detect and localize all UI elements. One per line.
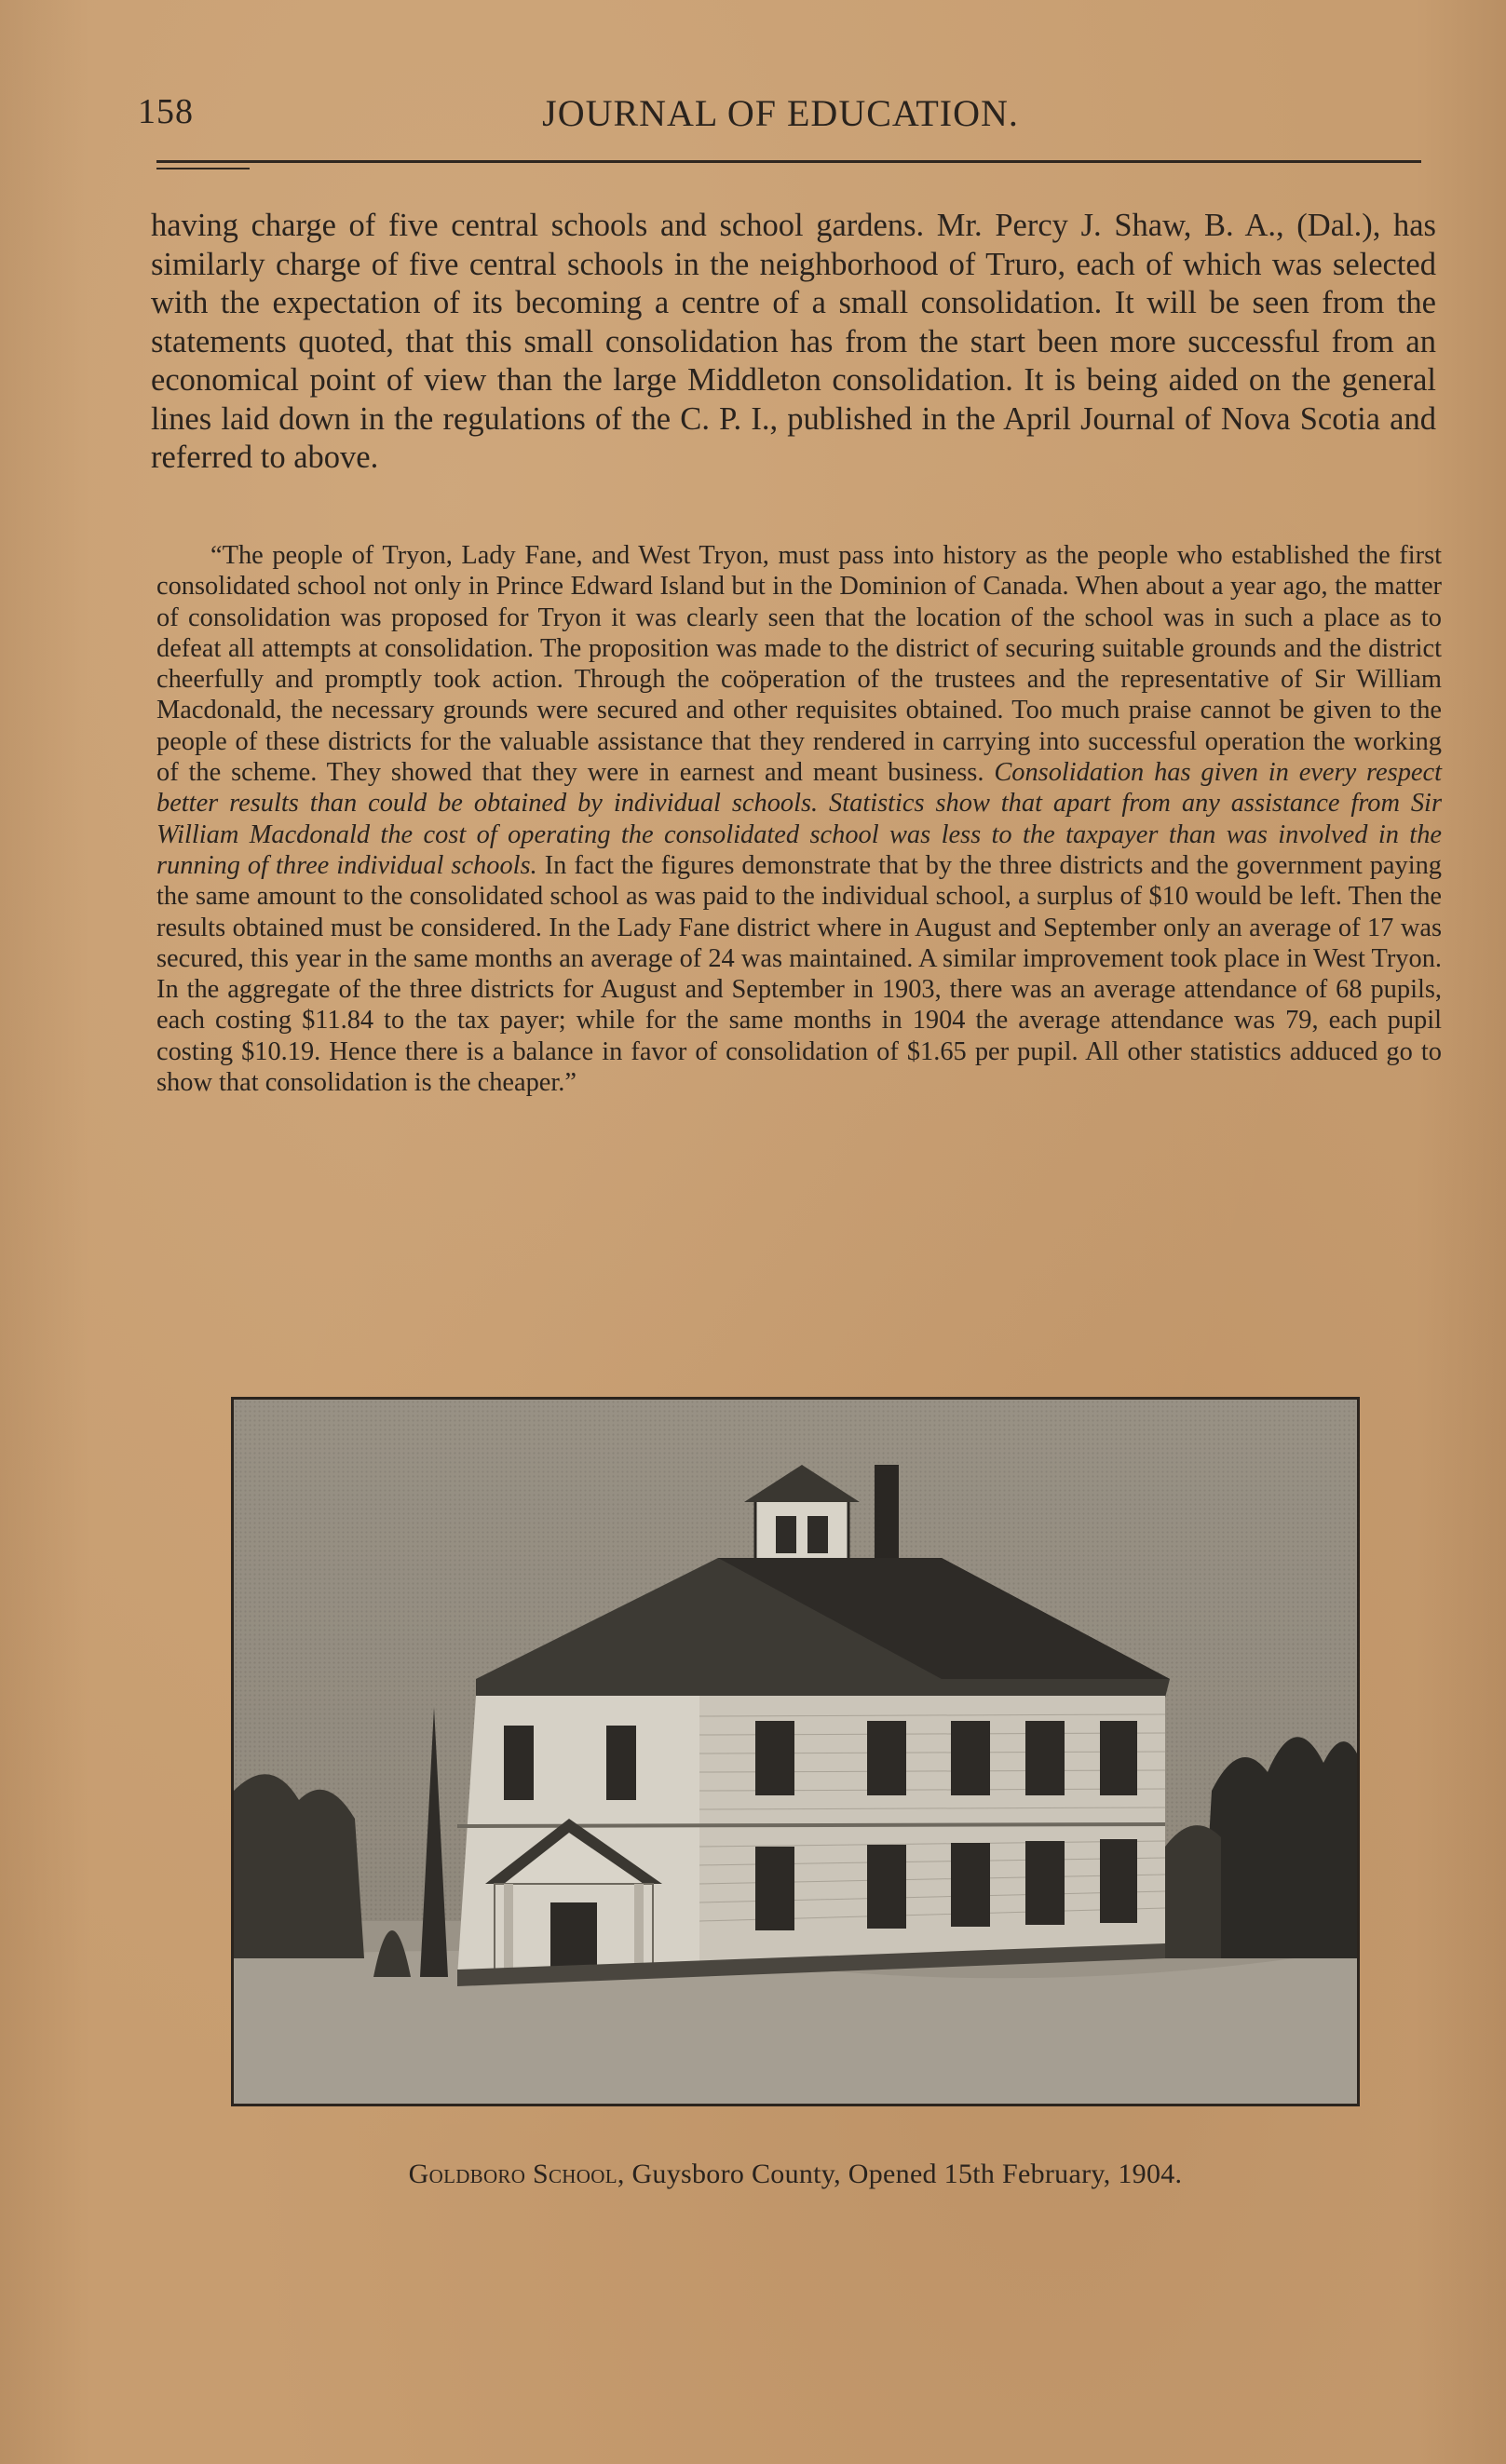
header-rule-short xyxy=(156,168,250,169)
running-title: JOURNAL OF EDUCATION. xyxy=(542,92,1019,134)
photo-caption xyxy=(231,2159,1360,2190)
page-header xyxy=(138,91,1423,147)
caption-school-name: Goldboro School, xyxy=(408,2159,625,2189)
school-building-illustration xyxy=(234,1400,1357,2104)
quote-text-italic: Consolidation has given in every respect better results than could be obtained by individual schools. Statistics show that apart from any assistance from Sir William Macdonald the cost of operating the consolidated school was less to the taxpayer than was involved in the running of three individual schools. xyxy=(156,758,1442,880)
quote-text-part2: In fact the figures demonstrate that by the three districts and the government paying the same amount to the consolidated school as was paid to the individual school, a surplus of $10 would be left. Then the results obtained must be considered. In the Lady Fane district where in August and September only an average of 17 was secured, this year in the same months an average of 24 was maintained. A similar improvement took place in West Tryon. In the aggregate of the three districts for August and September in 1903, there was an average attendance of 68 pupils, each costing $11.84 to the tax payer; while for the same months in 1904 the average attendance was 79, each pupil costing $10.19. Hence there is a balance in favor of consolidation of $1.65 per pupil. All other statistics adduced go to show that consolidation is the cheaper.” xyxy=(156,850,1442,1098)
header-rule xyxy=(156,160,1421,163)
page-number: 158 xyxy=(138,92,194,131)
school-photograph xyxy=(231,1397,1360,2106)
quote-text-part1: “The people of Tryon, Lady Fane, and West Tryon, must pass into history as the people who established the first consolidated school not only in Prince Edward Island but in the Dominion of Canada. When about a year ago, the matter of consolidation was proposed for Tryon it was clearly seen that the location of the school was in such a place as to defeat all attempts at consolidation. The proposition was made to the district of securing suitable grounds and the district cheerfully and promptly took action. Through the coöperation of the trustees and the representative of Sir William Macdonald, the necessary grounds were secured and other requisites obtained. Too much praise cannot be given to the people of these districts for the valuable assistance that they rendered in carrying into successful operation the working of the scheme. They showed that they were in earnest and meant business. xyxy=(156,541,1442,788)
quoted-report xyxy=(156,540,1442,1098)
caption-details: Guysboro County, Opened 15th February, 1904. xyxy=(631,2159,1183,2189)
intro-text: having charge of five central schools and school gardens. Mr. Percy J. Shaw, B. A., (Dal.), has similarly charge of five central schools in the neighborhood of Truro, each of which was selected with the expectation of its becoming a centre of a small consolidation. It will be seen from the statements quoted, that this small consolidation has from the start been more successful from an economical point of view than the large Middleton consolidation. It is being aided on the general lines laid down in the regulations of the C. P. I., published in the April Journal of Nova Scotia and referred to above. xyxy=(151,208,1436,475)
intro-paragraph xyxy=(151,207,1436,478)
